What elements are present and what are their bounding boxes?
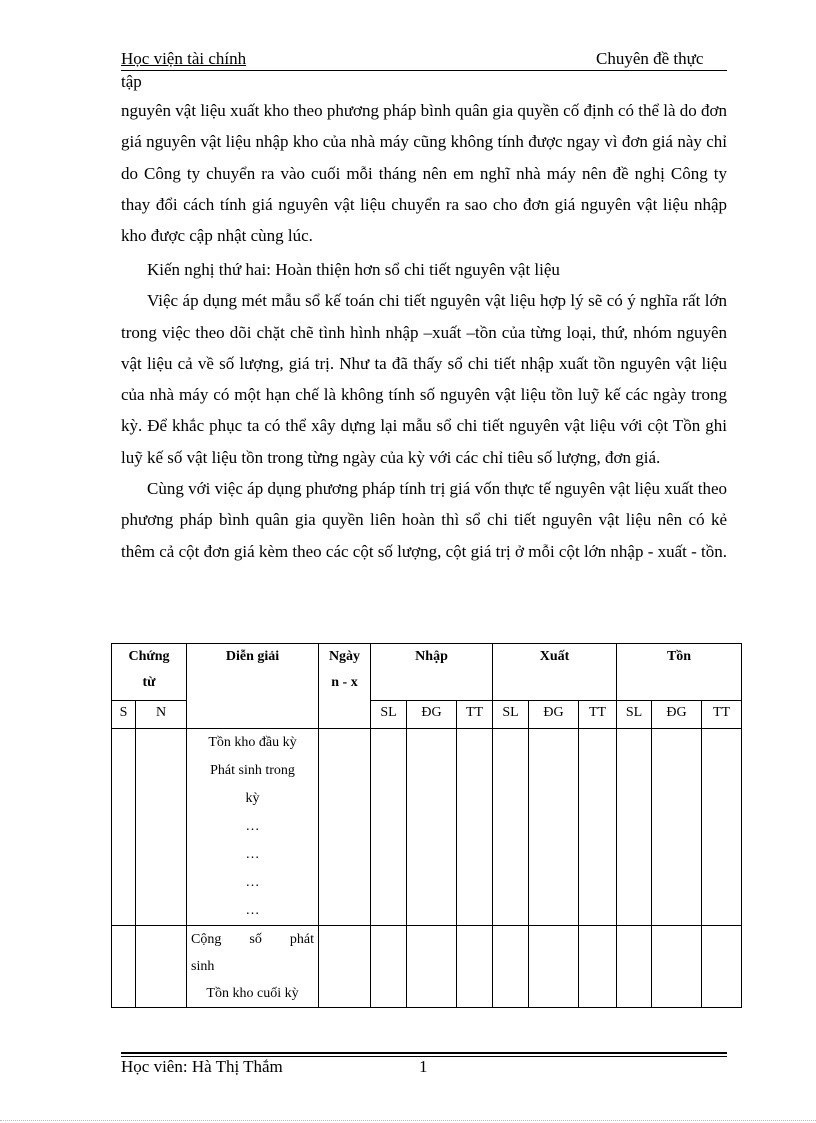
body-lower: [121, 254, 727, 567]
table-cell: [493, 729, 529, 926]
header-nhap: Nhập: [371, 644, 493, 701]
page-number: 1: [419, 1057, 428, 1076]
subheader-cell: SL: [493, 701, 529, 729]
table-cell: [319, 926, 371, 1008]
page-edge-dotted: [0, 1120, 816, 1121]
table-cell: [371, 926, 407, 1008]
row1-description: [187, 729, 319, 926]
table-cell: [493, 926, 529, 1008]
subheader-cell: N: [136, 701, 187, 729]
subheader-cell: ĐG: [529, 701, 579, 729]
row2-description: [187, 926, 319, 1008]
total-label-wrap: sinh: [191, 959, 215, 974]
paragraph-4: Cùng với việc áp dụng phương pháp tính trị giá vốn thực tế nguyên vật liệu xuất theo phương pháp bình quân gia quyền liên hoàn thì sổ chi tiết nguyên vật liệu nên có kẻ thêm cả cột đơn giá kèm theo các cột số lượng, cột giá trị ở mỗi cột lớn nhập - xuất - tồn.: [121, 479, 728, 561]
row1-item: Tồn kho đầu kỳ: [208, 735, 297, 750]
table-cell: [652, 729, 702, 926]
table-cell: [319, 729, 371, 926]
ledger-table: [111, 643, 742, 1008]
header-institution: Học viện tài chính: [121, 49, 247, 68]
table-cell: [136, 729, 187, 926]
table-cell: [702, 926, 742, 1008]
table-cell: [617, 926, 652, 1008]
subheader-cell: ĐG: [652, 701, 702, 729]
header-chung-tu: Chứng từ: [112, 644, 187, 701]
table-cell: [702, 729, 742, 926]
table-header-row: [112, 644, 742, 701]
paragraph-1: nguyên vật liệu xuất kho theo phương pháp bình quân gia quyền cố định có thể là do đơn giá nguyên vật liệu nhập kho của nhà máy cũng không tính được ngay vì đơn giá này chỉ do Công ty chuyển ra vào cuối mỗi tháng nên em nghĩ nhà máy nên đề nghị Công ty thay đổi cách tính giá nguyên vật liệu chuyển ra sao cho đơn giá nguyên vật liệu nhập kho được cập nhật cùng lúc.: [121, 101, 728, 246]
table-cell: [529, 729, 579, 926]
table-cell: [112, 926, 136, 1008]
subheader-cell: TT: [579, 701, 617, 729]
table-row: [112, 729, 742, 926]
row1-item: …: [245, 903, 260, 918]
table-cell: [652, 926, 702, 1008]
paragraph-3: Việc áp dụng mét mẫu sổ kế toán chi tiết nguyên vật liệu hợp lý sẽ có ý nghĩa rất lớn trong việc theo dõi chặt chẽ tình hình nhập –xuất –tồn của từng loại, thứ, nhóm nguyên vật liệu cả về số lượng, giá trị. Như ta đã thấy sổ chi tiết nhập xuất tồn nguyên vật liệu của nhà máy có một hạn chế là không tính số nguyên vật liệu tồn luỹ kế các ngày trong kỳ. Để khắc phục ta có thể xây dựng lại mẫu sổ chi tiết nguyên vật liệu với cột Tồn ghi luỹ kế số vật liệu tồn trong từng ngày của kỳ với các chỉ tiêu số lượng, đơn giá.: [121, 291, 727, 467]
footer-student: Học viên: Hà Thị Thắm: [121, 1057, 283, 1076]
row1-item: Phát sinh trong: [210, 763, 295, 778]
table-row: [112, 926, 742, 1008]
table-cell: [457, 926, 493, 1008]
table-cell: [579, 926, 617, 1008]
table-cell: [529, 926, 579, 1008]
row1-item: …: [245, 819, 260, 834]
header-dien-giai: Diễn giải: [187, 644, 319, 729]
total-label: Cộng số phát: [191, 932, 314, 947]
body-upper: [121, 95, 727, 251]
table-cell: [617, 729, 652, 926]
subheader-cell: S: [112, 701, 136, 729]
subheader-cell: TT: [702, 701, 742, 729]
header-ngay: Ngày n - x: [319, 644, 371, 729]
row1-item: …: [245, 847, 260, 862]
header-doc-type: Chuyên đề thực: [596, 49, 704, 68]
paragraph-2: Kiến nghị thứ hai: Hoàn thiện hơn sổ chi tiết nguyên vật liệu: [147, 260, 560, 279]
table-cell: [371, 729, 407, 926]
row1-item: kỳ: [245, 791, 260, 806]
header-xuat: Xuất: [493, 644, 617, 701]
table-cell: [457, 729, 493, 926]
header-rule: [121, 70, 727, 71]
subheader-cell: SL: [617, 701, 652, 729]
closing-label: Tồn kho cuối kỳ: [206, 986, 299, 1001]
subheader-cell: SL: [371, 701, 407, 729]
header-doc-type-wrap: tập: [121, 72, 142, 91]
subheader-cell: TT: [457, 701, 493, 729]
footer-rule-thick: [121, 1052, 727, 1054]
table-cell: [407, 729, 457, 926]
subheader-cell: ĐG: [407, 701, 457, 729]
table-cell: [579, 729, 617, 926]
table-cell: [112, 729, 136, 926]
table-cell: [407, 926, 457, 1008]
header-ton: Tồn: [617, 644, 742, 701]
row1-item: …: [245, 875, 260, 890]
table-cell: [136, 926, 187, 1008]
